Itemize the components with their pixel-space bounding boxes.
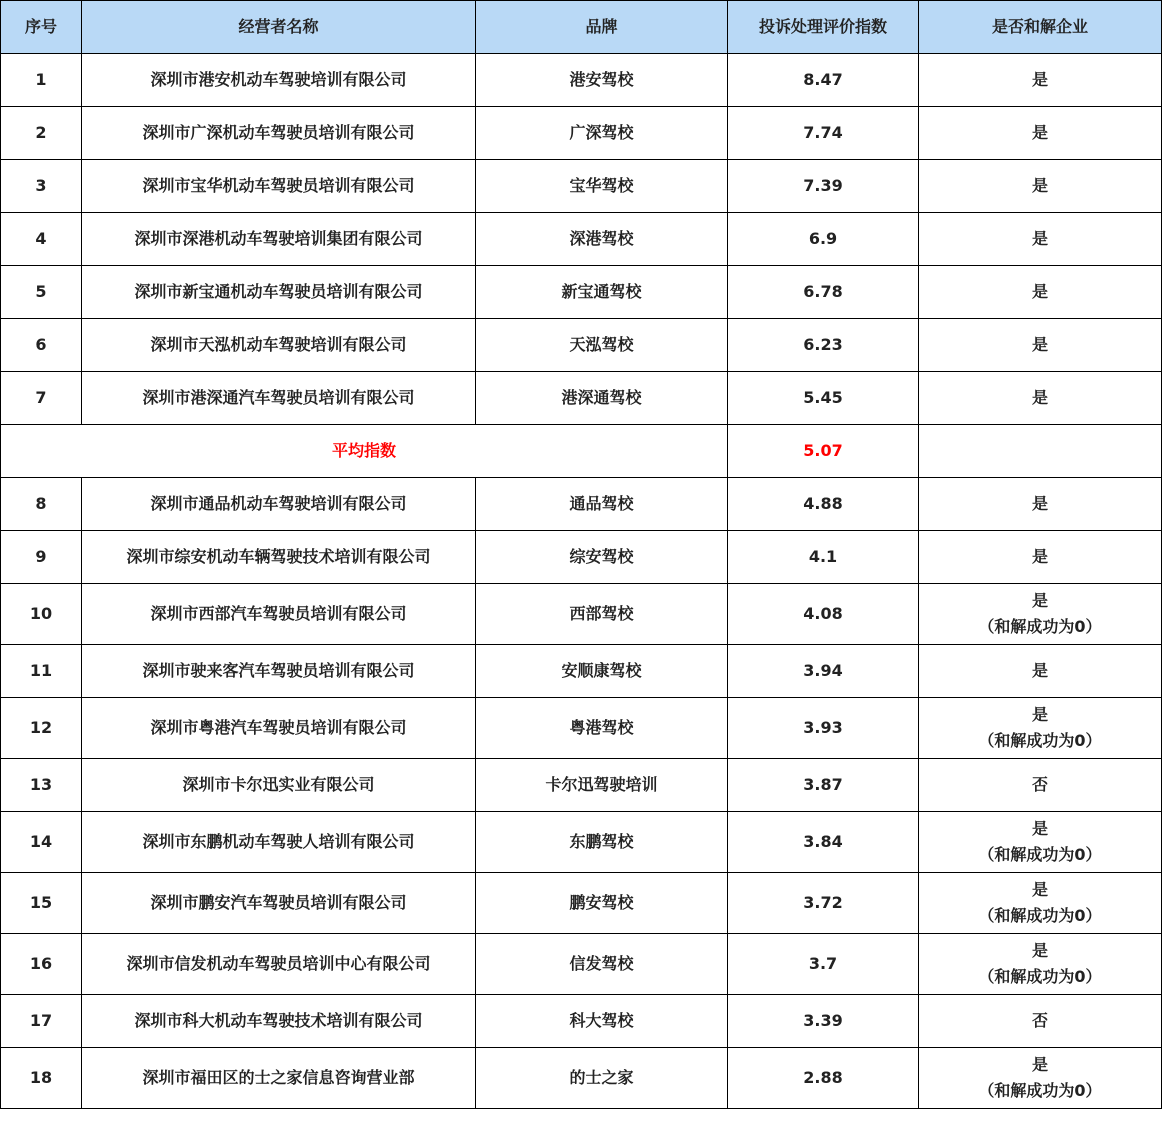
settlement-status bbox=[919, 934, 1162, 995]
brand-name: 西部驾校 bbox=[476, 584, 728, 645]
row-number: 1 bbox=[1, 54, 82, 107]
settlement-status bbox=[919, 213, 1162, 266]
settlement-status bbox=[919, 698, 1162, 759]
brand-name: 东鹏驾校 bbox=[476, 812, 728, 873]
operator-name: 深圳市粤港汽车驾驶员培训有限公司 bbox=[82, 698, 476, 759]
settlement-note: （和解成功为0） bbox=[978, 967, 1102, 986]
row-number: 2 bbox=[1, 107, 82, 160]
average-label: 平均指数 bbox=[1, 425, 728, 478]
row-number: 4 bbox=[1, 213, 82, 266]
operator-name: 深圳市鹏安汽车驾驶员培训有限公司 bbox=[82, 873, 476, 934]
settlement-flag: 否 bbox=[1031, 775, 1048, 794]
operator-name: 深圳市港安机动车驾驶培训有限公司 bbox=[82, 54, 476, 107]
operator-name: 深圳市东鹏机动车驾驶人培训有限公司 bbox=[82, 812, 476, 873]
settlement-flag: 是 bbox=[1031, 661, 1048, 680]
table-row bbox=[1, 934, 1162, 995]
table-row bbox=[1, 160, 1162, 213]
complaint-index-value: 3.72 bbox=[728, 873, 919, 934]
settlement-flag: 是 bbox=[1031, 494, 1048, 513]
brand-name: 新宝通驾校 bbox=[476, 266, 728, 319]
brand-name: 粤港驾校 bbox=[476, 698, 728, 759]
complaint-index-value: 3.87 bbox=[728, 759, 919, 812]
header-no: 序号 bbox=[1, 1, 82, 54]
operator-name: 深圳市新宝通机动车驾驶员培训有限公司 bbox=[82, 266, 476, 319]
table-row bbox=[1, 698, 1162, 759]
settlement-note: （和解成功为0） bbox=[978, 617, 1102, 636]
settlement-flag: 是 bbox=[1031, 335, 1048, 354]
operator-name: 深圳市西部汽车驾驶员培训有限公司 bbox=[82, 584, 476, 645]
operator-name: 深圳市深港机动车驾驶培训集团有限公司 bbox=[82, 213, 476, 266]
average-value: 5.07 bbox=[728, 425, 919, 478]
brand-name: 通品驾校 bbox=[476, 478, 728, 531]
table-row bbox=[1, 995, 1162, 1048]
row-number: 13 bbox=[1, 759, 82, 812]
settlement-flag: 是 bbox=[1031, 229, 1048, 248]
operator-name: 深圳市信发机动车驾驶员培训中心有限公司 bbox=[82, 934, 476, 995]
settlement-status bbox=[919, 160, 1162, 213]
settlement-status bbox=[919, 759, 1162, 812]
settlement-flag: 是 bbox=[1031, 941, 1048, 960]
complaint-index-value: 3.94 bbox=[728, 645, 919, 698]
table-row bbox=[1, 372, 1162, 425]
settlement-note: （和解成功为0） bbox=[978, 1081, 1102, 1100]
table-row bbox=[1, 584, 1162, 645]
settlement-flag: 否 bbox=[1031, 1011, 1048, 1030]
settlement-status bbox=[919, 266, 1162, 319]
settlement-flag: 是 bbox=[1031, 282, 1048, 301]
settlement-status bbox=[919, 812, 1162, 873]
operator-name: 深圳市天泓机动车驾驶培训有限公司 bbox=[82, 319, 476, 372]
average-empty bbox=[919, 425, 1162, 478]
brand-name: 卡尔迅驾驶培训 bbox=[476, 759, 728, 812]
table-header-row bbox=[1, 1, 1162, 54]
table-row bbox=[1, 213, 1162, 266]
header-operator-name: 经营者名称 bbox=[82, 1, 476, 54]
operator-name: 深圳市宝华机动车驾驶员培训有限公司 bbox=[82, 160, 476, 213]
table-row bbox=[1, 759, 1162, 812]
header-brand: 品牌 bbox=[476, 1, 728, 54]
complaint-index-value: 2.88 bbox=[728, 1048, 919, 1109]
settlement-status bbox=[919, 1048, 1162, 1109]
settlement-status bbox=[919, 531, 1162, 584]
operator-name: 深圳市港深通汽车驾驶员培训有限公司 bbox=[82, 372, 476, 425]
settlement-status bbox=[919, 873, 1162, 934]
brand-name: 信发驾校 bbox=[476, 934, 728, 995]
settlement-flag: 是 bbox=[1031, 176, 1048, 195]
table-row bbox=[1, 54, 1162, 107]
operator-name: 深圳市福田区的士之家信息咨询营业部 bbox=[82, 1048, 476, 1109]
complaint-index-value: 7.39 bbox=[728, 160, 919, 213]
settlement-flag: 是 bbox=[1031, 123, 1048, 142]
table-row bbox=[1, 478, 1162, 531]
complaint-index-value: 5.45 bbox=[728, 372, 919, 425]
complaint-index-value: 8.47 bbox=[728, 54, 919, 107]
settlement-note: （和解成功为0） bbox=[978, 731, 1102, 750]
table-row bbox=[1, 812, 1162, 873]
table-row bbox=[1, 645, 1162, 698]
brand-name: 宝华驾校 bbox=[476, 160, 728, 213]
operator-name: 深圳市卡尔迅实业有限公司 bbox=[82, 759, 476, 812]
complaint-index-value: 3.93 bbox=[728, 698, 919, 759]
settlement-flag: 是 bbox=[1031, 591, 1048, 610]
table-row bbox=[1, 531, 1162, 584]
settlement-status bbox=[919, 584, 1162, 645]
settlement-flag: 是 bbox=[1031, 70, 1048, 89]
complaint-index-value: 4.1 bbox=[728, 531, 919, 584]
settlement-status bbox=[919, 372, 1162, 425]
operator-name: 深圳市广深机动车驾驶员培训有限公司 bbox=[82, 107, 476, 160]
brand-name: 港安驾校 bbox=[476, 54, 728, 107]
settlement-note: （和解成功为0） bbox=[978, 906, 1102, 925]
table-row bbox=[1, 319, 1162, 372]
table-row bbox=[1, 1048, 1162, 1109]
row-number: 10 bbox=[1, 584, 82, 645]
row-number: 14 bbox=[1, 812, 82, 873]
header-complaint-index: 投诉处理评价指数 bbox=[728, 1, 919, 54]
row-number: 6 bbox=[1, 319, 82, 372]
operator-name: 深圳市综安机动车辆驾驶技术培训有限公司 bbox=[82, 531, 476, 584]
row-number: 5 bbox=[1, 266, 82, 319]
settlement-status bbox=[919, 995, 1162, 1048]
table-row bbox=[1, 266, 1162, 319]
settlement-flag: 是 bbox=[1031, 547, 1048, 566]
operator-name: 深圳市驶来客汽车驾驶员培训有限公司 bbox=[82, 645, 476, 698]
table-body bbox=[1, 54, 1162, 1109]
complaint-index-value: 6.23 bbox=[728, 319, 919, 372]
row-number: 11 bbox=[1, 645, 82, 698]
row-number: 15 bbox=[1, 873, 82, 934]
row-number: 12 bbox=[1, 698, 82, 759]
brand-name: 综安驾校 bbox=[476, 531, 728, 584]
row-number: 3 bbox=[1, 160, 82, 213]
table-row bbox=[1, 107, 1162, 160]
settlement-flag: 是 bbox=[1031, 388, 1048, 407]
complaint-index-value: 7.74 bbox=[728, 107, 919, 160]
settlement-status bbox=[919, 478, 1162, 531]
settlement-status bbox=[919, 54, 1162, 107]
table-row bbox=[1, 873, 1162, 934]
complaint-index-value: 3.84 bbox=[728, 812, 919, 873]
settlement-flag: 是 bbox=[1031, 880, 1048, 899]
brand-name: 安顺康驾校 bbox=[476, 645, 728, 698]
complaint-index-value: 4.88 bbox=[728, 478, 919, 531]
settlement-status bbox=[919, 645, 1162, 698]
row-number: 16 bbox=[1, 934, 82, 995]
settlement-flag: 是 bbox=[1031, 1055, 1048, 1074]
brand-name: 科大驾校 bbox=[476, 995, 728, 1048]
row-number: 18 bbox=[1, 1048, 82, 1109]
complaint-index-value: 3.7 bbox=[728, 934, 919, 995]
brand-name: 港深通驾校 bbox=[476, 372, 728, 425]
settlement-note: （和解成功为0） bbox=[978, 845, 1102, 864]
operator-name: 深圳市科大机动车驾驶技术培训有限公司 bbox=[82, 995, 476, 1048]
row-number: 17 bbox=[1, 995, 82, 1048]
complaint-index-value: 6.9 bbox=[728, 213, 919, 266]
complaint-index-value: 4.08 bbox=[728, 584, 919, 645]
row-number: 8 bbox=[1, 478, 82, 531]
settlement-status bbox=[919, 319, 1162, 372]
brand-name: 鹏安驾校 bbox=[476, 873, 728, 934]
brand-name: 天泓驾校 bbox=[476, 319, 728, 372]
brand-name: 广深驾校 bbox=[476, 107, 728, 160]
brand-name: 深港驾校 bbox=[476, 213, 728, 266]
complaint-index-value: 3.39 bbox=[728, 995, 919, 1048]
settlement-flag: 是 bbox=[1031, 705, 1048, 724]
settlement-status bbox=[919, 107, 1162, 160]
operator-name: 深圳市通品机动车驾驶培训有限公司 bbox=[82, 478, 476, 531]
complaint-index-value: 6.78 bbox=[728, 266, 919, 319]
average-row bbox=[1, 425, 1162, 478]
brand-name: 的士之家 bbox=[476, 1048, 728, 1109]
settlement-flag: 是 bbox=[1031, 819, 1048, 838]
row-number: 9 bbox=[1, 531, 82, 584]
row-number: 7 bbox=[1, 372, 82, 425]
header-settlement: 是否和解企业 bbox=[919, 1, 1162, 54]
